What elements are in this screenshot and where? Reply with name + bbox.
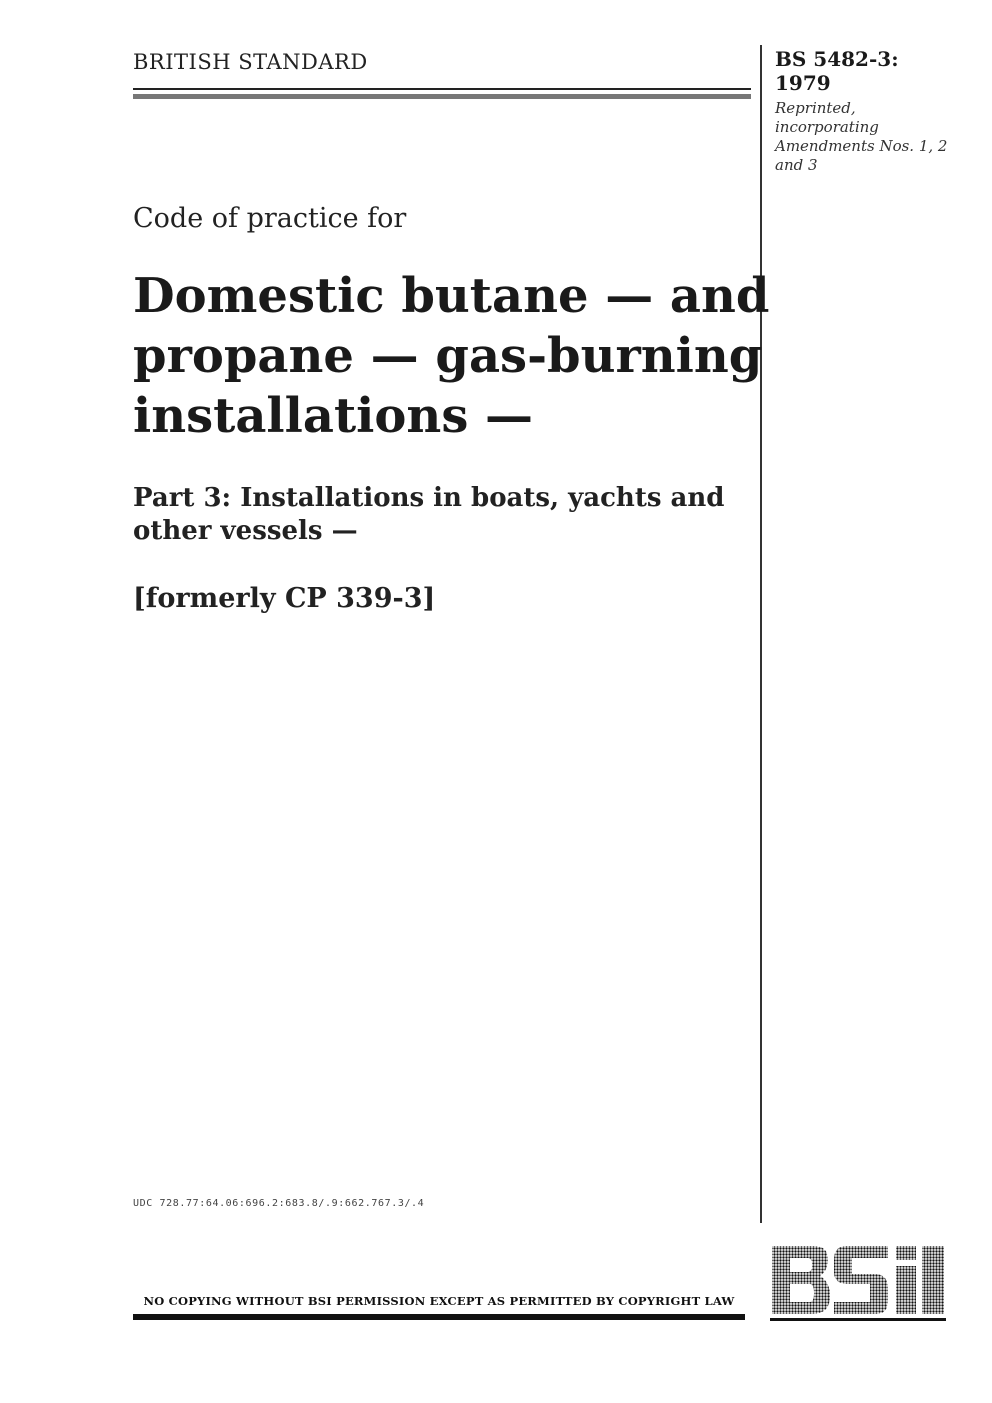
standard-number: BS 5482-3: <box>775 47 899 71</box>
part-title: Part 3: Installations in boats, yachts and other vessels — <box>133 483 725 546</box>
former-reference: [formerly CP 339-3] <box>133 583 436 614</box>
header-rule-thin <box>133 88 751 90</box>
document-kicker: Code of practice for <box>133 203 407 234</box>
margin-divider <box>760 45 762 1223</box>
standard-label: BRITISH STANDARD <box>133 50 368 74</box>
udc-classification: UDC 728.77:64.06:696.2:683.8/.9:662.767.3/.4 <box>133 1198 425 1209</box>
bsi-logo-text: BSI <box>770 1244 772 1245</box>
standard-year: 1979 <box>775 71 831 95</box>
footer-rule <box>133 1314 745 1320</box>
copyright-notice: NO COPYING WITHOUT BSI PERMISSION EXCEPT AS PERMITTED BY COPYRIGHT LAW <box>143 1294 735 1308</box>
reprint-note: Reprinted, incorporating Amendments Nos. 1, 2 and 3 <box>775 99 948 174</box>
logo-rule <box>770 1318 946 1321</box>
document-title: Domestic butane — and propane — gas-burning installations — <box>133 268 770 444</box>
bsi-logo-icon <box>770 1244 946 1316</box>
header-rule-thick <box>133 94 751 99</box>
